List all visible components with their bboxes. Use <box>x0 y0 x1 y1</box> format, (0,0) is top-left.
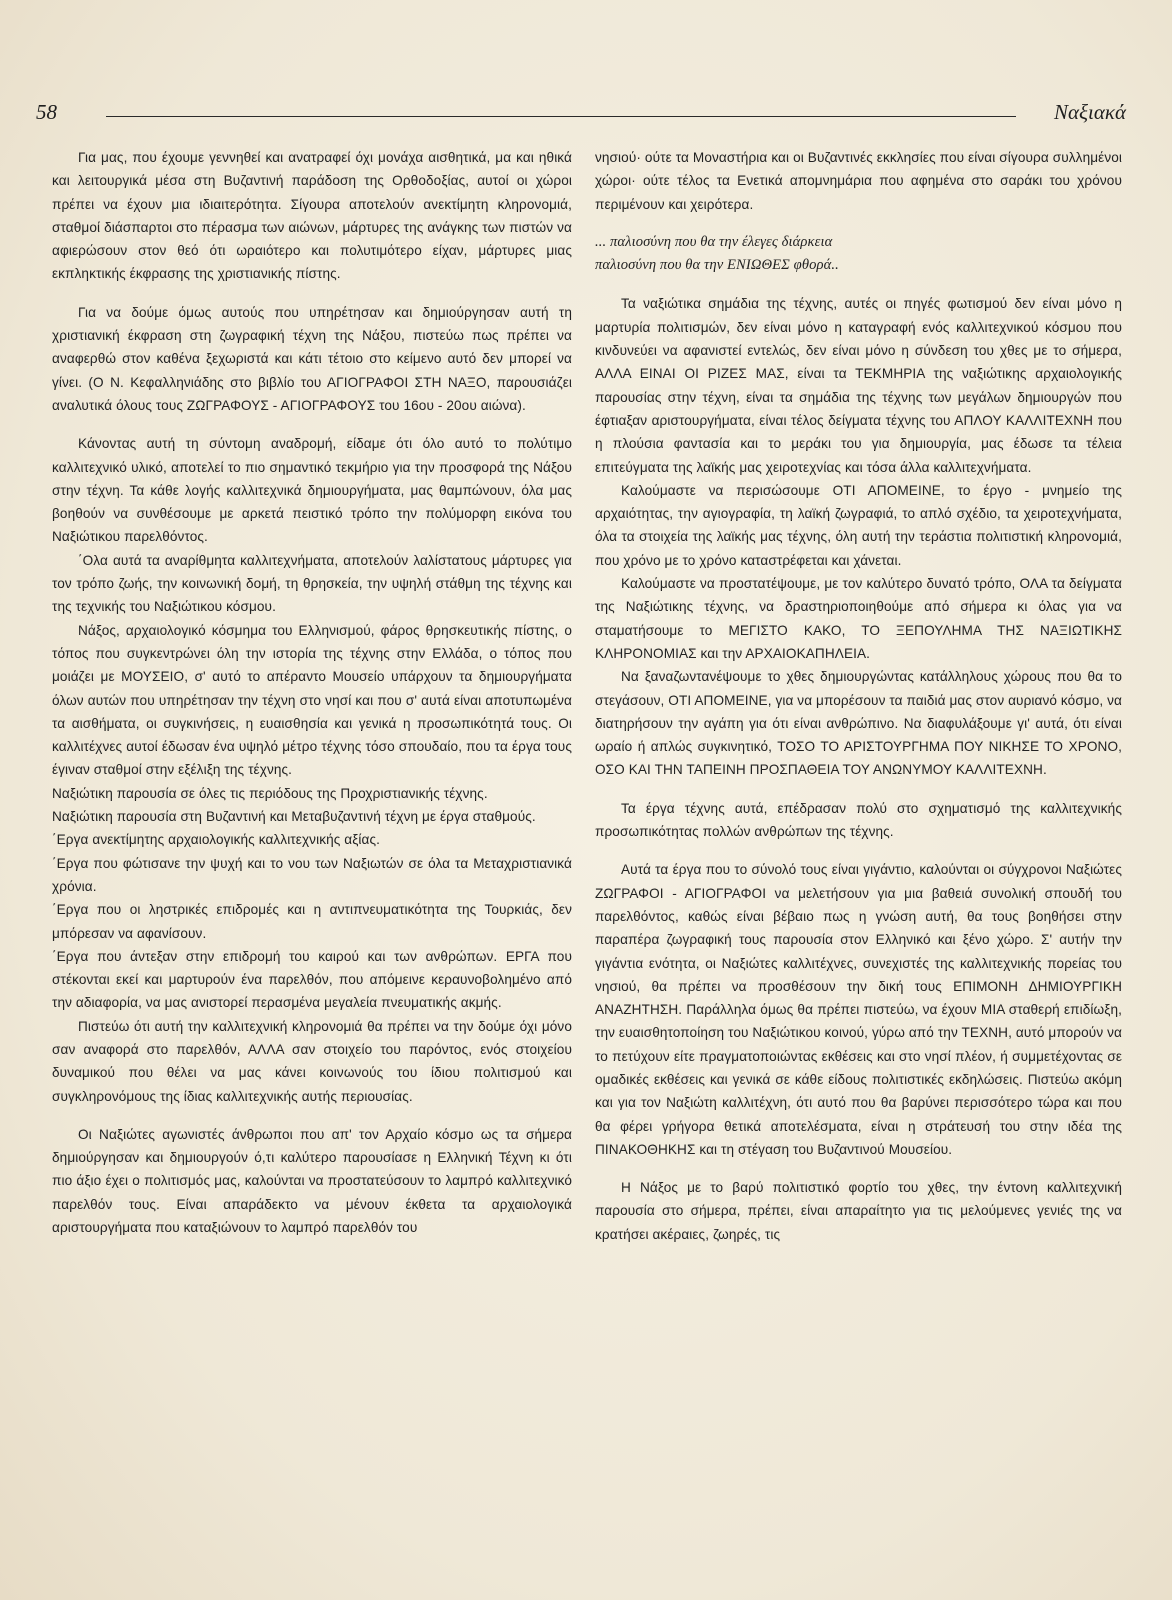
paragraph: Για να δούμε όμως αυτούς που υπηρέτησαν και δημιούργησαν αυτή τη χριστιανική έκφραση στη ζωγραφική τέχνη της Νάξου, πιστεύω πως πρέπει να αναφερθώ στον καθένα ξεχωριστά και κάτι τέτοιο στο κείμενο αυτό δεν μπορεί να γίνει. (Ο Ν. Κεφαλληνιάδης στο βιβλίο του ΑΓΙΟΓΡΑΦΟΙ ΣΤΗ ΝΑΞΟ, παρουσιάζει αναλυτικά όλους τους ΖΩΓΡΑΦΟΥΣ - ΑΓΙΟΓΡΑΦΟΥΣ του 16ου - 20ου αιώνα). <box>52 304 572 413</box>
magazine-title: Ναξιακά <box>1054 100 1126 124</box>
paragraph: Νάξος, αρχαιολογικό κόσμημα του Ελληνισμού, φάρος θρησκευτικής πίστης, ο τόπος που συγκεντρώνει όλη την ιστορία της τέχνης στην Ελλάδα, ο τόπος που μοιάζει με ΜΟΥΣΕΙΟ, σ' αυτό το απέραντο Μουσείο υπάρχουν τα δημιουργήματα όλων αυτών που υπηρέτησαν την τέχνη στο νησί και που σ' αυτά είναι αποτυπωμένα τα αισθήματα, οι συγκινήσεις, η ευαισθησία και γενικά η προσωπικότητά τους. Οι καλλιτέχνες αυτοί έδωσαν ένα υψηλό μέτρο τέχνης τόσο σπουδαίο, που τα έργα τους έγιναν σταθμοί στην εξέλιξη της τέχνης. <box>52 622 572 778</box>
quote-line: παλιοσύνη που θα την ΕΝΙΩΘΕΣ φθορά.. <box>595 257 839 274</box>
paragraph: Καλούμαστε να περισώσουμε ΟΤΙ ΑΠΟΜΕΙΝΕ, το έργο - μνημείο της αρχαιότητας, την αγιογραφία, τη λαϊκή ζωγραφιά, το απλό σχέδιο, τα χειροτεχνήματα, όλα τα στοιχεία της λαϊκής μας τέχνης, όλη αυτή την τεράστια πολιτιστική κληρονομιά, που χρόνο με το χρόνο καταστρέφεται και χάνεται. <box>595 482 1122 568</box>
paragraph: Τα έργα τέχνης αυτά, επέδρασαν πολύ στο σχηματισμό της καλλιτεχνικής προσωπικότητας πολλών ανθρώπων της τέχνης. <box>595 800 1122 840</box>
paragraph: Καλούμαστε να προστατέψουμε, με τον καλύτερο δυνατό τρόπο, ΟΛΑ τα δείγματα της Ναξιώτικης τέχνης, να δραστηριοποιηθούμε από σήμερα κι όλας για να σταματήσουμε το ΜΕΓΙΣΤΟ ΚΑΚΟ, ΤΟ ΞΕΠΟΥΛΗΜΑ ΤΗΣ ΝΑΞΙΩΤΙΚΗΣ ΚΛΗΡΟΝΟΜΙΑΣ και την ΑΡΧΑΙΟΚΑΠΗΛΕΙΑ. <box>595 576 1122 661</box>
paragraph: Αυτά τα έργα που το σύνολό τους είναι γιγάντιο, καλούνται οι σύγχρονοι Ναξιώτες ΖΩΓΡΑΦΟΙ - ΑΓΙΟΓΡΑΦΟΙ να μελετήσουν για μια βαθειά συνολική σπουδή του παρελθόντος, καθώς είναι βέβαιο πως η γνώση αυτή, θα τους βοηθήσει στην παραπέρα ζωγραφική τους παρουσία στον Ελληνικό και ξένο χώρο. Σ' αυτήν την γιγάντια ενότητα, οι Ναξιώτες καλλιτέχνες, συνεχιστές της καλλιτεχνικής πορείας του νησιού, θα πρέπει να προσθέσουν την δική τους ΕΠΙΜΟΝΗ ΔΗΜΙΟΥΡΓΙΚΗ ΑΝΑΖΗΤΗΣΗ. Παράλληλα όμως θα πρέπει πιστεύω, να έχουν ΜΙΑ σταθερή επιδίωξη, την ευαισθητοποίηση του Ναξιώτικου κοινού, γύρω από την ΤΕΧΝΗ, αυτό μπορούν να το πετύχουν είτε πραγματοποιώντας εκθέσεις και στο νησί πλέον, ή συμμετέχοντας σε ομαδικές εκθέσεις και γενικά σε κάθε είδους πολιτιστικές εκδηλώσεις. Πιστεύω ακόμη και για τον Ναξιώτη καλλιτέχνη, ότι αυτό που θα βαρύνει περισσότερο τώρα και που θα φέρει γρήγορα θετικά αποτελέσματα, είναι η στράτευσή του στην ιδέα της ΠΙΝΑΚΟΘΗΚΗΣ και τη στέγαση του Βυζαντινού Μουσείου. <box>595 862 1122 1157</box>
paragraph: Οι Ναξιώτες αγωνιστές άνθρωποι που απ' τον Αρχαίο κόσμο ως τα σήμερα δημιούργησαν και δημιουργούν ό,τι καλύτερο παρουσίασε η Ελληνική Τέχνη κι ότι πιο άξιο έχει ο πολιτισμός μας, καλούνται να προστατεύσουν το λαμπρό καλλιτεχνικό παρελθόν τους. Είναι απαράδεκτο να μένουν έκθετα τα αρχαιολογικά αριστουργήματα που καταξιώνουν το λαμπρό παρελθόν του <box>52 1126 572 1236</box>
page-header <box>36 100 1126 130</box>
list-item: ΄Εργα ανεκτίμητης αρχαιολογικής καλλιτεχνικής αξίας. <box>52 832 381 848</box>
paragraph: Τα ναξιώτικα σημάδια της τέχνης, αυτές οι πηγές φωτισμού δεν είναι μόνο η μαρτυρία πολιτισμών, δεν είναι μόνο η καταγραφή ενός καλλιτεχνικού κόσμου που κινδυνεύει να αφανιστεί εντελώς, δεν είναι μόνο η σύνδεση του χθες με το σήμερα, ΑΛΛΑ ΕΙΝΑΙ ΟΙ ΡΙΖΕΣ ΜΑΣ, είναι τα ΤΕΚΜΗΡΙΑ της ναξιώτικης αρχαιολογικής παρουσίας στην τέχνη, είναι τα σημάδια της τέχνης των μεγάλων δημιουργών που έφτιαξαν αριστουργήματα, είναι τέλος δείγματα τέχνης του ΑΠΛΟΥ ΚΑΛΛΙΤΕΧΝΗ που η πλούσια φαντασία και το μεράκι του για δημιουργία, μας έδωσε τα τέλεια επιτεύγματα της λαϊκής μας χειροτεχνίας και τόσα άλλα καλλιτεχνήματα. <box>595 296 1122 475</box>
page-number: 58 <box>36 100 57 124</box>
paragraph: Κάνοντας αυτή τη σύντομη αναδρομή, είδαμε ότι όλο αυτό το πολύτιμο καλλιτεχνικό υλικό, αποτελεί το πιο σημαντικό τεκμήριο για την προσφορά της Νάξου στην τέχνη. Τα κάθε λογής καλλιτεχνικά δημιουργήματα, μας θαμπώνουν, όλα μας βοηθούν να συνθέσουμε με αρκετά πειστικό τρόπο την πολύμορφη εικόνα του Ναξιώτικου παρελθόντος. <box>52 436 572 545</box>
list-item: ΄Εργα που άντεξαν στην επιδρομή του καιρού και των ανθρώπων. ΕΡΓΑ που στέκονται εκεί και μαρτυρούν ένα παρελθόν, που απόμεινε κεραυνοβολημένο από την αδιαφορία, να μας ανιστορεί περασμένα μεγαλεία πνευματικής ακμής. <box>52 948 572 1011</box>
list-item: ΄Εργα που οι ληστρικές επιδρομές και η αντιπνευματικότητα της Τουρκιάς, δεν μπόρεσαν να αφανίσουν. <box>52 902 572 941</box>
paragraph: ΄Ολα αυτά τα αναρίθμητα καλλιτεχνήματα, αποτελούν λαλίστατους μάρτυρες για τον τρόπο ζωής, την κοινωνική δομή, τη θρησκεία, την υψηλή στάθμη της τέχνης και της τεχνικής του Ναξιώτικου κόσμου. <box>52 552 572 615</box>
list-item: Ναξιώτικη παρουσία σε όλες τις περιόδους της Προχριστιανικής τέχνης. <box>52 785 488 801</box>
paragraph: Πιστεύω ότι αυτή την καλλιτεχνική κληρονομιά θα πρέπει να την δούμε όχι μόνο σαν αναφορά στο παρελθόν, ΑΛΛΑ σαν στοιχείο του παρόντος, ενός στοιχείου δυναμικού που θέλει να μας κάνει κοινωνούς του ίδιου πολιτισμού και συγκληρονόμους της ίδιας καλλιτεχνικής αυτής περιουσίας. <box>52 1018 572 1104</box>
paragraph: Η Νάξος με το βαρύ πολιτιστικό φορτίο του χθες, την έντονη καλλιτεχνική παρουσία στο σήμερα, πρέπει, είναι απαραίτητο για τις μελούμενες γενιές της να κρατήσει ακέραιες, ζωηρές, τις <box>595 1180 1122 1242</box>
poem-quote <box>595 231 1122 278</box>
paragraph-continued: νησιού· ούτε τα Μοναστήρια και οι Βυζαντινές εκκλησίες που είναι σίγουρα συλλημένοι χώροι· ούτε τέλος τα Ενετικά απομνημάρια που αφημένα στο σαράκι του χρόνου περιμένουν και χειρότερα. <box>595 150 1122 212</box>
quote-line: ... παλιοσύνη που θα την έλεγες διάρκεια <box>595 233 833 250</box>
list-item: Ναξιώτικη παρουσία στη Βυζαντινή και Μεταβυζαντινή τέχνη με έργα σταθμούς. <box>52 809 536 825</box>
right-column <box>595 146 1122 1246</box>
left-column <box>52 146 572 1239</box>
paragraph: Να ξαναζωντανέψουμε το χθες δημιουργώντας κατάλληλους χώρους που θα το στεγάσουν, ΟΤΙ ΑΠΟΜΕΙΝΕ, για να μπορέσουν τα παιδιά μας στον αυριανό κόσμο, να διατηρήσουν την αγάπη για ότι είναι ανθρώπινο. Να διαφυλάξουμε γι' αυτά, ότι είναι ωραίο ή απλώς συγκινητικό, ΤΟΣΟ ΤΟ ΑΡΙΣΤΟΥΡΓΗΜΑ ΠΟΥ ΝΙΚΗΣΕ ΤΟ ΧΡΟΝΟ, ΟΣΟ ΚΑΙ ΤΗΝ ΤΑΠΕΙΝΗ ΠΡΟΣΠΑΘΕΙΑ ΤΟΥ ΑΝΩΝΥΜΟΥ ΚΑΛΛΙΤΕΧΝΗ. <box>595 669 1123 778</box>
header-rule <box>106 116 1016 117</box>
list-item: ΄Εργα που φώτισανε την ψυχή και το νου των Ναξιωτών σε όλα τα Μεταχριστιανικά χρόνια. <box>52 855 572 894</box>
paragraph: Για μας, που έχουμε γεννηθεί και ανατραφεί όχι μονάχα αισθητικά, μα και ηθικά και λειτουργικά μέσα στη Βυζαντινή παράδοση της Ορθοδοξίας, αυτοί οι χώροι πρέπει να έχουν μια ιδιαιτερότητα. Σίγουρα αποτελούν ανεκτίμητη κληρονομιά, σταθμοί διάσπαρτοι στο πέρασμα των αιώνων, μάρτυρες της ανάγκης των πιστών να αφιερώσουν στον θεό ότι ωραιότερο και πολυτιμότερο είχαν, μάρτυρες μιας εκπληκτικής έκφρασης της χριστιανικής πίστης. <box>52 150 572 282</box>
